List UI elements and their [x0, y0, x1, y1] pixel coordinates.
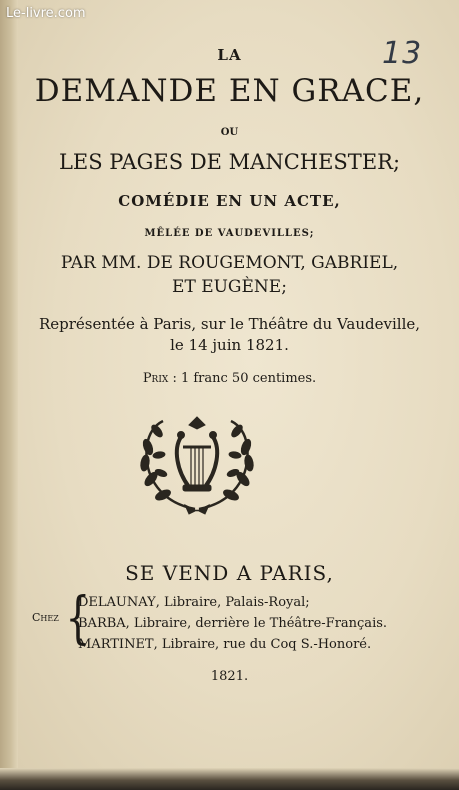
price-line	[20, 371, 439, 386]
publisher-detail: , Libraire, rue du Coq S.-Honoré.	[153, 637, 372, 652]
performance-line-1: Représentée à Paris, sur le Théâtre du Vaudeville,	[38, 315, 421, 333]
subtitle: LES PAGES DE MANCHESTER;	[58, 150, 401, 174]
publisher-detail: , Libraire, Palais-Royal;	[155, 595, 310, 610]
authors-line-2: ET EUGÈNE;	[172, 277, 287, 297]
title-conjunction: OU	[220, 127, 239, 138]
price-label: Prix	[142, 371, 169, 386]
publisher-name: DELAUNAY	[78, 595, 156, 610]
performance-line-2: le 14 juin 1821.	[170, 336, 289, 354]
imprint-chez: Chez	[32, 611, 59, 624]
publisher-detail: , Libraire, derrière le Théâtre-Français.	[125, 616, 388, 631]
melee-line: MÊLÉE DE VAUDEVILLES;	[144, 228, 315, 239]
publisher-line	[78, 595, 310, 610]
authors-line-1: PAR MM. DE ROUGEMONT, GABRIEL,	[60, 253, 399, 273]
imprint-year: 1821.	[210, 669, 249, 684]
book-spine	[0, 0, 18, 790]
publisher-line	[78, 637, 371, 652]
title-article: LA	[217, 46, 242, 64]
publisher-name: BARBA	[78, 616, 126, 631]
page-bottom-edge	[0, 768, 459, 790]
watermark-text: Le-livre.com	[6, 6, 86, 21]
imprint-heading: SE VEND A PARIS,	[125, 561, 334, 585]
main-title: DEMANDE EN GRACE,	[34, 73, 425, 109]
lyre-wreath-icon	[133, 415, 261, 515]
publisher-line	[78, 616, 387, 631]
handwritten-annotation: 13	[382, 36, 423, 71]
publisher-name: MARTINET	[78, 637, 154, 652]
genre-line: COMÉDIE EN UN ACTE,	[118, 192, 341, 210]
curly-brace-icon: {	[65, 586, 91, 651]
price-value: : 1 franc 50 centimes.	[172, 371, 317, 386]
